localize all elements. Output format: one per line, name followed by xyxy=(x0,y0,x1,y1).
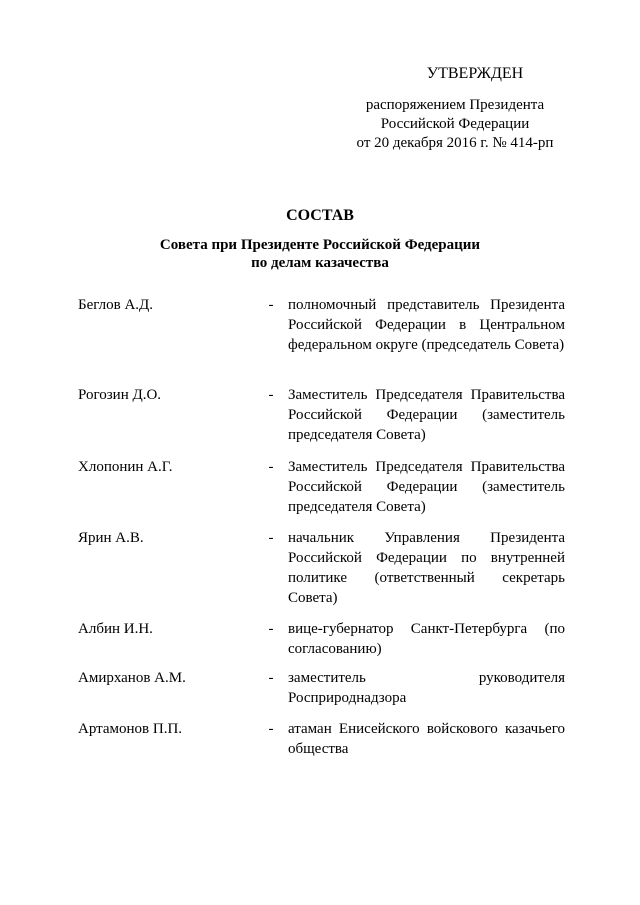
document-subtitle-line-1: Совета при Президенте Российской Федерации xyxy=(159,237,481,253)
member-name: Рогозин Д.О. xyxy=(78,387,162,403)
member-dash: - xyxy=(268,297,274,313)
approved-heading: УТВЕРЖДЕН xyxy=(426,65,524,82)
member-role: заместитель руководителя Росприроднадзора xyxy=(288,670,565,706)
member-dash: - xyxy=(268,530,274,546)
member-dash: - xyxy=(268,387,274,403)
member-dash: - xyxy=(268,670,274,686)
member-role: атаман Енисейского войскового казачьего общества xyxy=(288,721,565,757)
document-header xyxy=(0,206,640,272)
member-role: вице-губернатор Санкт-Петербурга (по согласованию) xyxy=(288,621,565,657)
approval-line-date: от 20 декабря 2016 г. № 414-рп xyxy=(356,135,554,151)
document-subtitle-line-2: по делам казачества xyxy=(251,255,389,271)
member-role: начальник Управления Президента Российской Федерации по внутренней политике (ответственный секретарь Совета) xyxy=(288,530,565,606)
member-role: Заместитель Председателя Правительства Российской Федерации (заместитель председателя Совета) xyxy=(288,387,565,443)
member-name: Хлопонин А.Г. xyxy=(78,459,173,475)
member-name: Беглов А.Д. xyxy=(78,297,154,313)
member-name: Ярин А.В. xyxy=(78,530,144,546)
member-role: Заместитель Председателя Правительства Российской Федерации (заместитель председателя Совета) xyxy=(288,459,565,515)
approval-line-country: Российской Федерации xyxy=(380,116,530,132)
member-dash: - xyxy=(268,621,274,637)
member-name: Албин И.Н. xyxy=(78,621,153,637)
document-title: СОСТАВ xyxy=(286,207,354,224)
approval-stamp xyxy=(330,64,580,153)
member-dash: - xyxy=(268,459,274,475)
member-name: Амирханов А.М. xyxy=(78,670,186,686)
member-role: полномочный представитель Президента Российской Федерации в Центральном федеральном округе (председатель Совета) xyxy=(288,297,565,353)
member-name: Артамонов П.П. xyxy=(78,721,183,737)
member-dash: - xyxy=(268,721,274,737)
approval-line-order: распоряжением Президента xyxy=(365,97,545,113)
